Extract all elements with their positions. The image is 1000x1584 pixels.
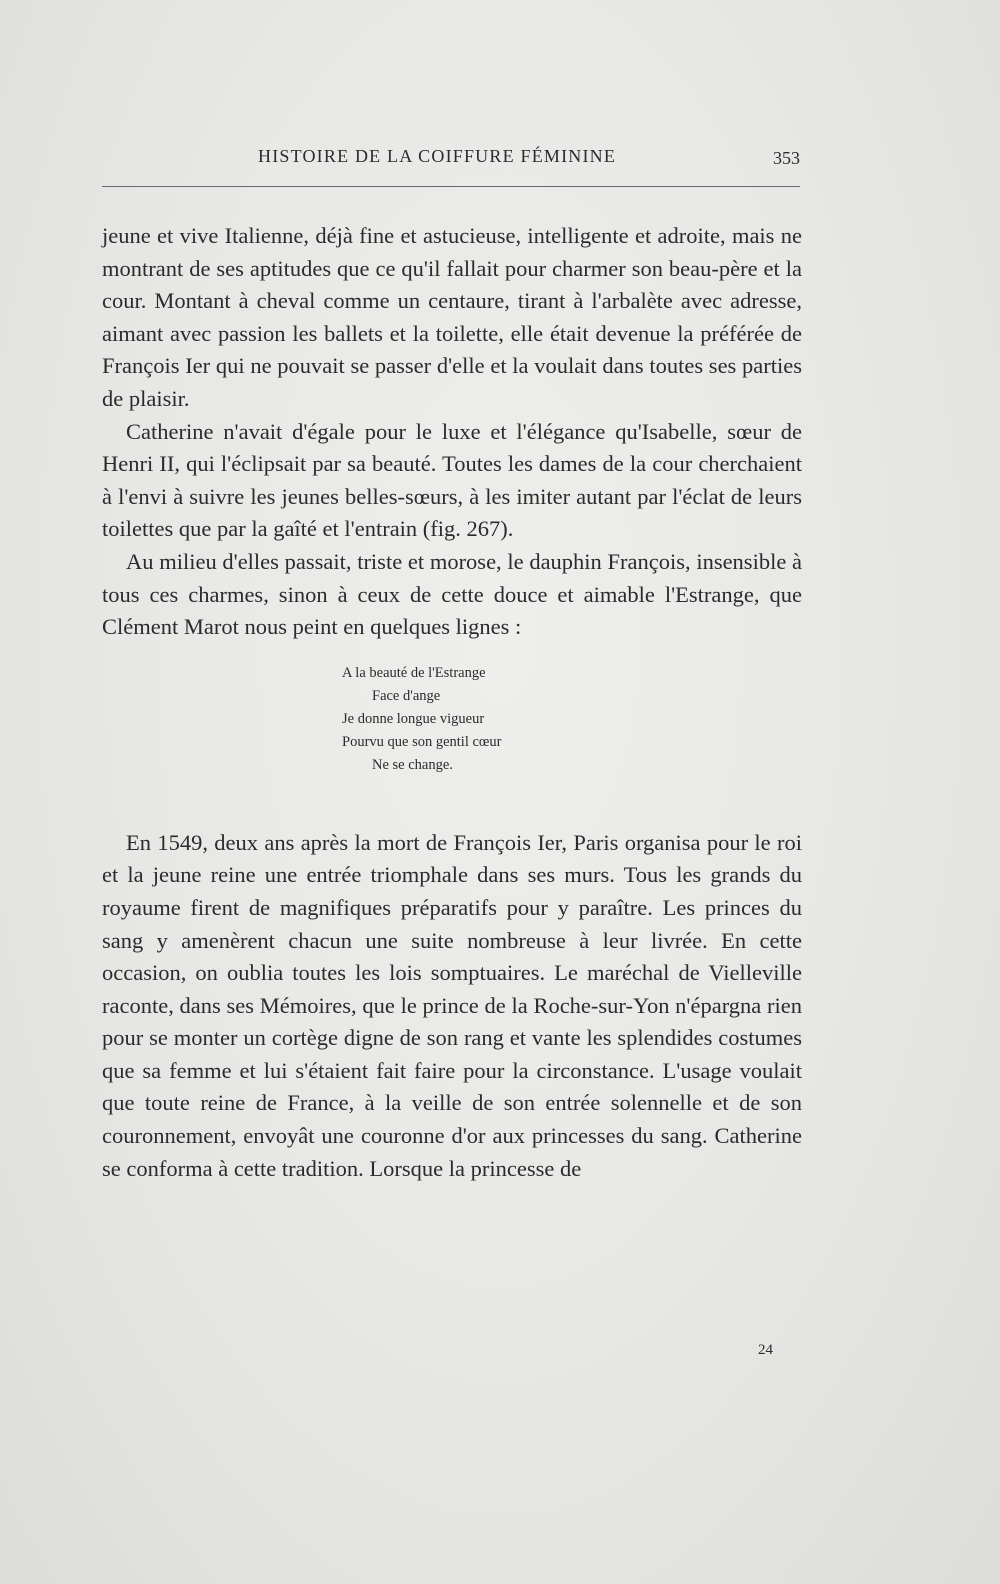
paragraph-1: jeune et vive Italienne, déjà fine et astucieuse, intelligente et adroite, mais ne montrant de ses aptitudes que ce qu'il fallait pour charmer son beau-père et la cour. Montant à cheval comme un centaure, tirant à l'arbalète avec adresse, aimant avec passion les ballets et la toilette, elle était devenue la préférée de François Ier qui ne pouvait se passer d'elle et la voulait dans toutes ses parties de plaisir. — [102, 223, 802, 411]
paragraph-2: Catherine n'avait d'égale pour le luxe et l'élégance qu'Isabelle, sœur de Henri II, qui l'éclipsait par sa beauté. Toutes les dames de la cour cherchaient à l'envi à suivre les jeunes belles-sœurs, à les imiter autant par l'éclat de leurs toilettes que par la gaîté et l'entrain (fig. 267). — [102, 418, 802, 542]
poem-line-1: A la beauté de l'Estrange — [342, 664, 486, 681]
poem-line-5: Ne se change. — [372, 756, 453, 773]
running-head — [102, 140, 800, 180]
paragraph-3: Au milieu d'elles passait, triste et morose, le dauphin François, insensible à tous ces charmes, sinon à ceux de cette douce et aimable l'Estrange, que Clément Marot nous peint en quelques lignes : — [102, 548, 802, 640]
poem-quote — [342, 662, 802, 777]
running-title: HISTOIRE DE LA COIFFURE FÉMININE — [258, 146, 617, 166]
poem-line-4: Pourvu que son gentil cœur — [342, 733, 502, 750]
header-rule — [102, 186, 800, 187]
body-text — [102, 220, 802, 1185]
poem-line-2: Face d'ange — [372, 687, 441, 704]
signature-mark: 24 — [758, 1342, 773, 1358]
poem-line-3: Je donne longue vigueur — [342, 710, 485, 727]
page-number: 353 — [773, 148, 800, 168]
paragraph-4: En 1549, deux ans après la mort de François Ier, Paris organisa pour le roi et la jeune reine une entrée triomphale dans ses murs. Tous les grands du royaume firent de magnifiques préparatifs pour y paraître. Les princes du sang y amenèrent chacun une suite nombreuse à leur livrée. En cette occasion, on oublia toutes les lois somptuaires. Le maréchal de Vielleville raconte, dans ses Mémoires, que le prince de la Roche-sur-Yon n'épargna rien pour se monter un cortège digne de son rang et vante les splendides costumes que sa femme et lui s'étaient fait faire pour la circonstance. L'usage voulait que toute reine de France, à la veille de son entrée solennelle et de son couronnement, envoyât une couronne d'or aux princesses du sang. Catherine se conforma à cette tradition. Lorsque la princesse de — [102, 829, 802, 1181]
